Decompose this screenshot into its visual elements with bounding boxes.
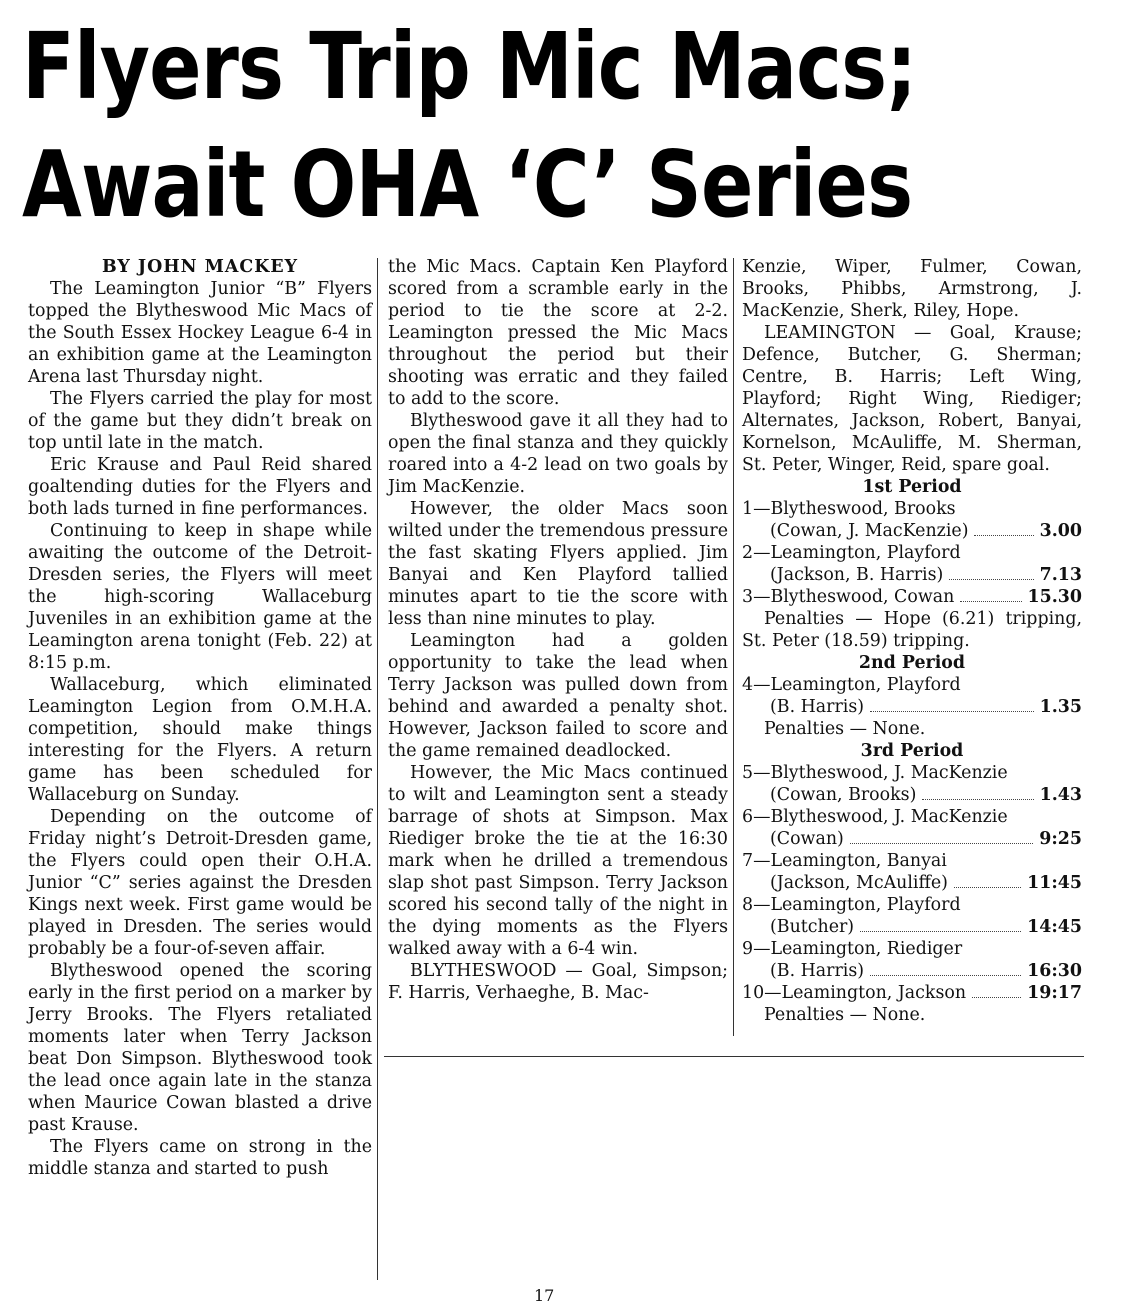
scoring-line: (Cowan) 9:25 [770,829,1082,849]
scoring-line: (Jackson, B. Harris) 7.13 [770,565,1082,585]
scoring-line: 1—Blytheswood, Brooks [742,499,956,519]
headline [22,8,946,244]
paragraph: Leamington had a golden opportunity to take the lead when Terry Jackson was pulled down from behind and awarded a penalty shot. However, Jackson failed to score and the game remained deadlocked. [388,631,728,761]
leader-dots [972,997,1021,998]
goal-time: 1.43 [1039,785,1082,805]
headline-line-1: Flyers Trip Mic Macs; [22,13,917,120]
leader-dots [870,711,1034,712]
goal-time: 7.13 [1039,565,1082,585]
scoring-line: 2—Leamington, Playford [742,543,961,563]
scoring-line: (B. Harris) 16:30 [770,961,1082,981]
paragraph: Blytheswood gave it all they had to open the final stanza and they quickly roared into a 4-2 lead on two goals by Jim MacKenzie. [388,411,728,497]
paragraph: The Flyers came on strong in the middle stanza and started to push [28,1137,372,1179]
byline: BY JOHN MACKEY [102,257,298,277]
lineup-blytheswood: BLYTHESWOOD — Goal, Simpson; F. Harris, Verhaeghe, B. Mac- [388,961,728,1003]
scoring-line: 4—Leamington, Playford [742,675,961,695]
goal-time: 19:17 [1027,983,1082,1003]
leader-dots [860,931,1021,932]
leader-dots [954,887,1021,888]
scoring-line: 7—Leamington, Banyai [742,851,947,871]
scoring-line: 10—Leamington, Jackson 19:17 [742,983,1082,1003]
scoring-line: (Cowan, Brooks) 1.43 [770,785,1082,805]
page-number: 17 [534,1286,555,1305]
leader-dots [949,579,1033,580]
period-heading-2: 2nd Period [858,653,966,673]
end-rule [384,1056,1084,1057]
goal-time: 1.35 [1039,697,1082,717]
column-rule-2 [733,258,734,1036]
goal-time: 16:30 [1027,961,1082,981]
penalties: Penalties — None. [764,1005,926,1025]
leader-dots [974,535,1033,536]
scoring-line: 9—Leamington, Riediger [742,939,963,959]
goal-time: 11:45 [1027,873,1082,893]
lineup-leamington: LEAMINGTON — Goal, Krause; Defence, Butcher, G. Sherman; Centre, B. Harris; Left Wing, Playford; Right Wing, Riediger; Alternates, Jackson, Robert, Banyai, Kornelson, McAuliffe, M. Sherman, St. Peter, Winger, Reid, spare goal. [742,323,1082,475]
lineup-blytheswood-continued: Kenzie, Wiper, Fulmer, Cowan, Brooks, Phibbs, Armstrong, J. MacKenzie, Sherk, Riley, Hope. [742,257,1082,321]
paragraph: Blytheswood opened the scoring early in the first period on a marker by Jerry Brooks. The Flyers retaliated moments later when Terry Jackson beat Don Simpson. Blytheswood took the lead once again late in the stanza when Maurice Cowan blasted a drive past Krause. [28,961,372,1135]
scoring-line: 6—Blytheswood, J. MacKenzie [742,807,1008,827]
article-column-2 [388,256,728,1004]
scoring-line: 5—Blytheswood, J. MacKenzie [742,763,1008,783]
leader-dots [960,601,1021,602]
paragraph: The Leamington Junior “B” Flyers topped the Blytheswood Mic Macs of the South Essex Hockey League 6-4 in an exhibition game at the Leamington Arena last Thursday night. [28,279,372,387]
penalties: Penalties — None. [764,719,926,739]
paragraph: the Mic Macs. Captain Ken Playford scored from a scramble early in the period to tie the score at 2-2. Leamington pressed the Mic Macs throughout the period but their shooting was erratic and they failed to add to the score. [388,257,728,409]
leader-dots [870,975,1021,976]
headline-line-2: Await OHA ‘C’ Series [22,131,913,238]
paragraph: However, the older Macs soon wilted under the tremendous pressure the fast skating Flyers applied. Jim Banyai and Ken Playford tallied minutes apart to tie the score with less than nine minutes to play. [388,499,728,629]
paragraph: Continuing to keep in shape while awaiting the outcome of the Detroit-Dresden series, the Flyers will meet the high-scoring Wallaceburg Juveniles in an exhibition game at the Leamington arena tonight (Feb. 22) at 8:15 p.m. [28,521,372,673]
scoring-line: (Butcher) 14:45 [770,917,1082,937]
leader-dots [850,843,1033,844]
leader-dots [922,799,1033,800]
goal-time: 9:25 [1039,829,1082,849]
paragraph: Eric Krause and Paul Reid shared goaltending duties for the Flyers and both lads turned in fine performances. [28,455,372,519]
scoring-line: 8—Leamington, Playford [742,895,961,915]
article-column-1 [28,256,372,1180]
penalties: Penalties — Hope (6.21) tripping, St. Peter (18.59) tripping. [742,609,1082,651]
period-heading-1: 1st Period [862,477,962,497]
scoring-line: 3—Blytheswood, Cowan 15.30 [742,587,1082,607]
scoring-line: (Jackson, McAuliffe) 11:45 [770,873,1082,893]
paragraph: Depending on the outcome of Friday night’s Detroit-Dresden game, the Flyers could open their O.H.A. Junior “C” series against the Dresden Kings next week. First game would be played in Dresden. The series would probably be a four-of-seven affair. [28,807,372,959]
paragraph: However, the Mic Macs continued to wilt and Leamington sent a steady barrage of shots at Simpson. Max Riediger broke the tie at the 16:30 mark when he drilled a tremendous slap shot past Simpson. Terry Jackson scored his second tally of the night in the dying moments as the Flyers walked away with a 6-4 win. [388,763,728,959]
period-heading-3: 3rd Period [860,741,964,761]
scoring-line: (B. Harris) 1.35 [770,697,1082,717]
summary-column [742,256,1082,1026]
paragraph: Wallaceburg, which eliminated Leamington Legion from O.M.H.A. competition, should make things interesting for the Flyers. A return game has been scheduled for Wallaceburg on Sunday. [28,675,372,805]
goal-time: 15.30 [1027,587,1082,607]
goal-time: 3.00 [1039,521,1082,541]
paragraph: The Flyers carried the play for most of the game but they didn’t break on top until late in the match. [28,389,372,453]
column-rule-1 [377,258,378,1280]
scoring-line: (Cowan, J. MacKenzie) 3.00 [770,521,1082,541]
goal-time: 14:45 [1027,917,1082,937]
